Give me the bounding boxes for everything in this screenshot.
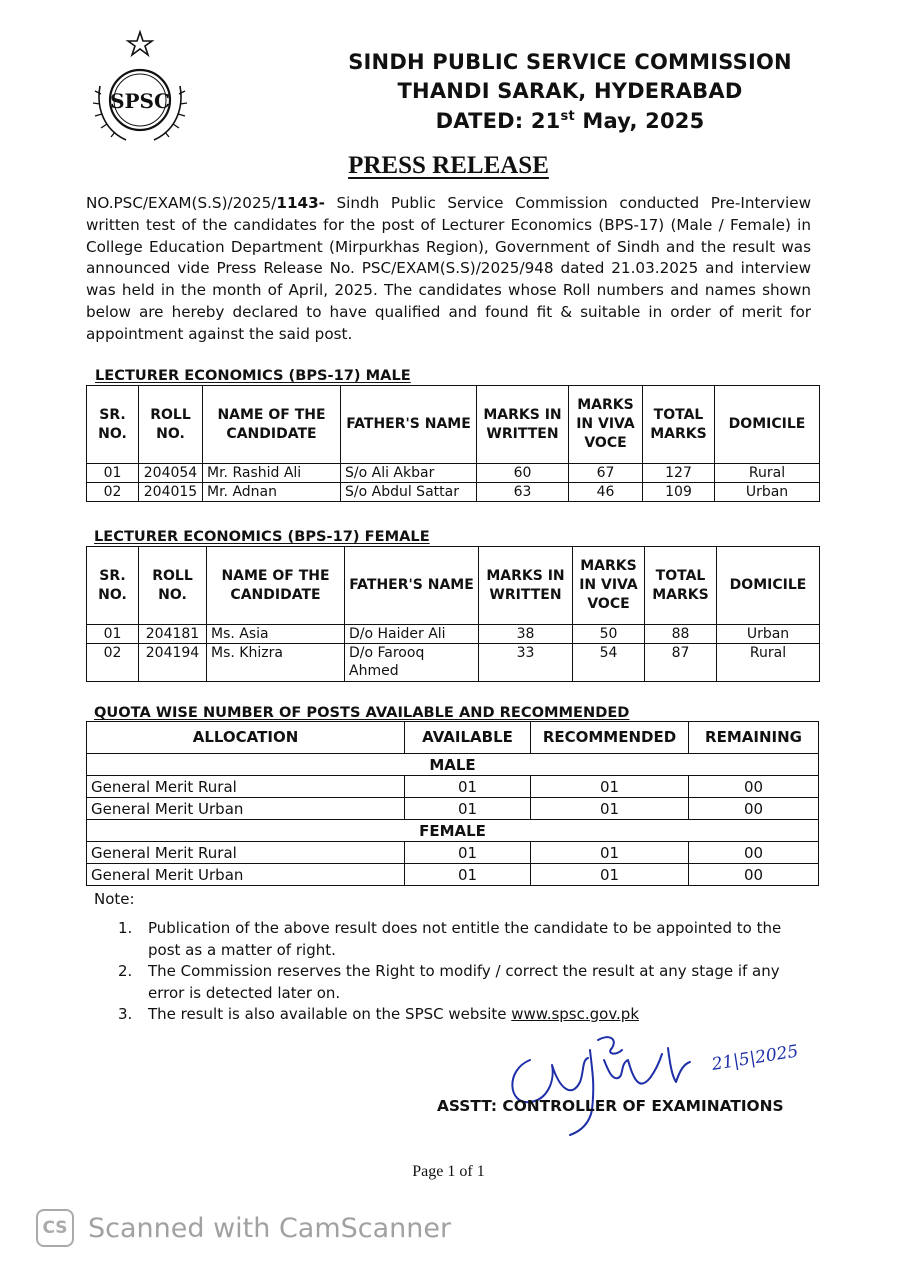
camscanner-watermark bbox=[36, 1208, 451, 1248]
table-row bbox=[87, 483, 820, 502]
table-row bbox=[87, 644, 820, 682]
cell-written: 63 bbox=[477, 483, 569, 502]
cell-available: 01 bbox=[405, 842, 531, 864]
commission-name: SINDH PUBLIC SERVICE COMMISSION bbox=[348, 50, 792, 74]
col-total-marks: TOTAL MARKS bbox=[643, 386, 715, 464]
col-total-marks: TOTAL MARKS bbox=[645, 547, 717, 625]
table-row bbox=[87, 464, 820, 483]
cell-name: Ms. Asia bbox=[207, 625, 345, 644]
cell-father: S/o Ali Akbar bbox=[341, 464, 477, 483]
cell-available: 01 bbox=[405, 776, 531, 798]
note-item: 3. The result is also available on the SPSC website www.spsc.gov.pk bbox=[118, 1005, 640, 1023]
cell-total: 127 bbox=[643, 464, 715, 483]
cell-written: 38 bbox=[479, 625, 573, 644]
col-allocation: ALLOCATION bbox=[87, 722, 405, 754]
cell-roll: 204054 bbox=[139, 464, 203, 483]
cell-total: 88 bbox=[645, 625, 717, 644]
cell-sr: 01 bbox=[87, 625, 139, 644]
cell-recommended: 01 bbox=[531, 776, 689, 798]
press-release-title: PRESS RELEASE bbox=[348, 152, 549, 179]
quota-table bbox=[86, 721, 819, 886]
cell-remaining: 00 bbox=[689, 776, 819, 798]
col-marks-viva: MARKS IN VIVA VOCE bbox=[573, 547, 645, 625]
cell-viva: 46 bbox=[569, 483, 643, 502]
quota-female-label: FEMALE bbox=[87, 820, 819, 842]
cell-written: 33 bbox=[479, 644, 573, 682]
cell-viva: 50 bbox=[573, 625, 645, 644]
col-father-name: FATHER'S NAME bbox=[341, 386, 477, 464]
camscanner-logo-icon: CS bbox=[36, 1209, 74, 1247]
table-row bbox=[87, 776, 819, 798]
cell-name: Ms. Khizra bbox=[207, 644, 345, 682]
col-candidate-name: NAME OF THE CANDIDATE bbox=[203, 386, 341, 464]
col-available: AVAILABLE bbox=[405, 722, 531, 754]
cell-viva: 67 bbox=[569, 464, 643, 483]
cell-allocation: General Merit Urban bbox=[87, 864, 405, 886]
col-sr-no: SR. NO. bbox=[87, 547, 139, 625]
spsc-logo bbox=[86, 28, 194, 148]
cell-recommended: 01 bbox=[531, 864, 689, 886]
cell-written: 60 bbox=[477, 464, 569, 483]
note-item: 2. The Commission reserves the Right to modify / correct the result at any stage if any error is detected later on. bbox=[118, 962, 780, 1002]
cell-father: D/o Haider Ali bbox=[345, 625, 479, 644]
cell-recommended: 01 bbox=[531, 842, 689, 864]
cell-domicile: Urban bbox=[717, 625, 820, 644]
cell-domicile: Rural bbox=[715, 464, 820, 483]
cell-father: S/o Abdul Sattar bbox=[341, 483, 477, 502]
cell-remaining: 00 bbox=[689, 842, 819, 864]
col-marks-written: MARKS IN WRITTEN bbox=[479, 547, 573, 625]
cell-father: D/o Farooq Ahmed bbox=[345, 644, 479, 682]
col-recommended: RECOMMENDED bbox=[531, 722, 689, 754]
cell-sr: 01 bbox=[87, 464, 139, 483]
female-results-table bbox=[86, 546, 820, 682]
signature-date: 21|5|2025 bbox=[710, 1041, 800, 1075]
cell-total: 109 bbox=[643, 483, 715, 502]
cell-name: Mr. Adnan bbox=[203, 483, 341, 502]
cell-roll: 204015 bbox=[139, 483, 203, 502]
cell-domicile: Urban bbox=[715, 483, 820, 502]
cell-viva: 54 bbox=[573, 644, 645, 682]
cell-remaining: 00 bbox=[689, 864, 819, 886]
female-section-title: LECTURER ECONOMICS (BPS-17) FEMALE bbox=[94, 528, 430, 545]
male-results-table bbox=[86, 385, 820, 502]
col-roll-no: ROLL NO. bbox=[139, 547, 207, 625]
cell-allocation: General Merit Rural bbox=[87, 842, 405, 864]
col-domicile: DOMICILE bbox=[715, 386, 820, 464]
col-remaining: REMAINING bbox=[689, 722, 819, 754]
cell-roll: 204181 bbox=[139, 625, 207, 644]
table-row bbox=[87, 864, 819, 886]
camscanner-text: Scanned with CamScanner bbox=[88, 1212, 452, 1244]
quota-section-title: QUOTA WISE NUMBER OF POSTS AVAILABLE AND RECOMMENDED bbox=[94, 704, 630, 721]
col-father-name: FATHER'S NAME bbox=[345, 547, 479, 625]
cell-available: 01 bbox=[405, 864, 531, 886]
intro-paragraph: NO.PSC/EXAM(S.S)/2025/1143- Sindh Public Service Commission conducted Pre-Interview written test of the candidates for the post of Lecturer Economics (BPS-17) (Male / Female) in College Education Department (Mirpurkhas Region), Government of Sindh and the result was announced vide Press Release No. PSC/EXAM(S.S)/2025/948 dated 21.03.2025 and interview was held in the month of April, 2025. The candidates whose Roll numbers and names shown below are hereby declared to have qualified and found fit & suitable in order of merit for appointment against the said post. bbox=[86, 194, 811, 343]
signatory-title: ASSTT: CONTROLLER OF EXAMINATIONS bbox=[437, 1097, 784, 1115]
cell-sr: 02 bbox=[87, 483, 139, 502]
col-sr-no: SR. NO. bbox=[87, 386, 139, 464]
note-label: Note: bbox=[94, 890, 135, 908]
signature-scribble bbox=[500, 1020, 860, 1145]
cell-allocation: General Merit Rural bbox=[87, 776, 405, 798]
table-row bbox=[87, 798, 819, 820]
commission-address: THANDI SARAK, HYDERABAD bbox=[397, 79, 743, 103]
page-number: Page 1 of 1 bbox=[412, 1163, 485, 1180]
col-roll-no: ROLL NO. bbox=[139, 386, 203, 464]
note-item: 1. Publication of the above result does not entitle the candidate to be appointed to the post as a matter of right. bbox=[118, 919, 782, 959]
cell-roll: 204194 bbox=[139, 644, 207, 682]
spsc-website-link[interactable]: www.spsc.gov.pk bbox=[511, 1005, 640, 1023]
cell-remaining: 00 bbox=[689, 798, 819, 820]
col-candidate-name: NAME OF THE CANDIDATE bbox=[207, 547, 345, 625]
quota-male-label: MALE bbox=[87, 754, 819, 776]
table-row bbox=[87, 625, 820, 644]
logo-text: SPSC bbox=[110, 89, 170, 113]
male-section-title: LECTURER ECONOMICS (BPS-17) MALE bbox=[95, 367, 411, 384]
notes-list bbox=[118, 918, 810, 1026]
col-marks-viva: MARKS IN VIVA VOCE bbox=[569, 386, 643, 464]
cell-total: 87 bbox=[645, 644, 717, 682]
cell-name: Mr. Rashid Ali bbox=[203, 464, 341, 483]
col-marks-written: MARKS IN WRITTEN bbox=[477, 386, 569, 464]
col-domicile: DOMICILE bbox=[717, 547, 820, 625]
cell-sr: 02 bbox=[87, 644, 139, 682]
cell-domicile: Rural bbox=[717, 644, 820, 682]
cell-available: 01 bbox=[405, 798, 531, 820]
cell-recommended: 01 bbox=[531, 798, 689, 820]
cell-allocation: General Merit Urban bbox=[87, 798, 405, 820]
table-row bbox=[87, 842, 819, 864]
release-date: DATED: 21st May, 2025 bbox=[435, 109, 705, 133]
